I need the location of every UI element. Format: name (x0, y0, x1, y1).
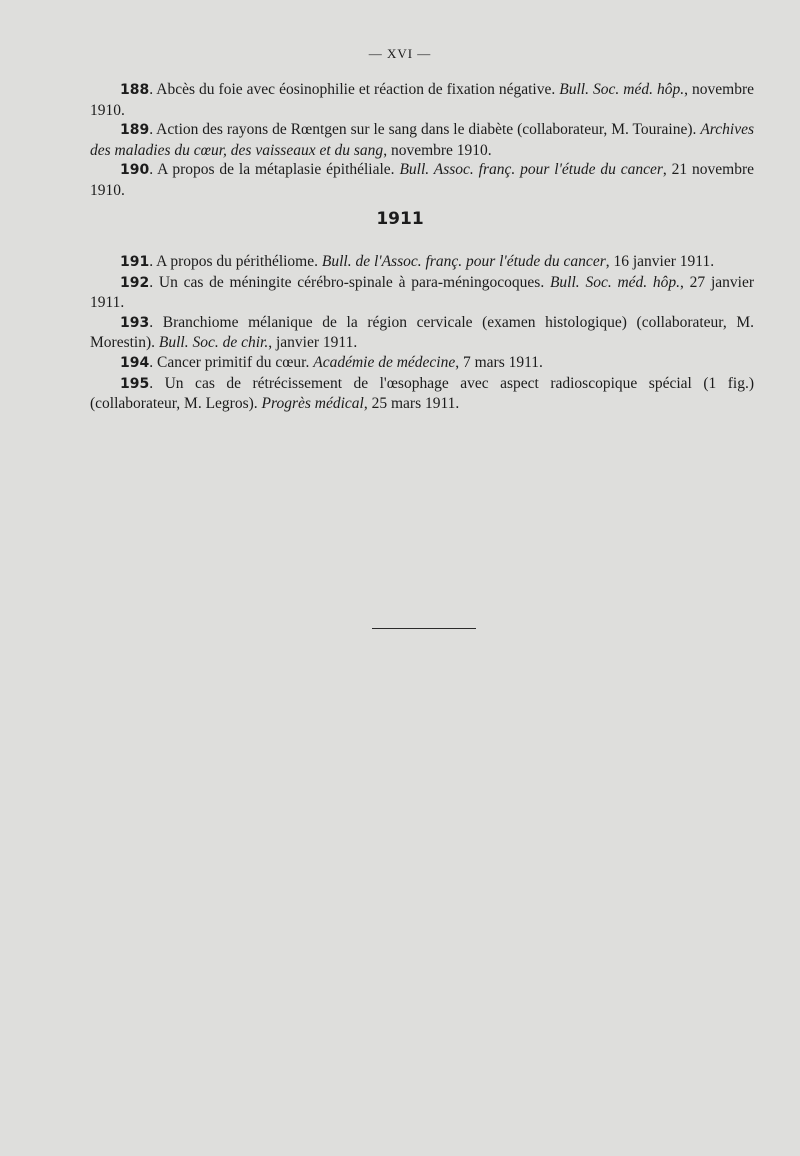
bibliography-entry (90, 160, 754, 200)
year-heading: 1911 (376, 209, 424, 229)
entry-source-title: Bull. Soc. méd. hôp. (549, 273, 681, 291)
entry-text: , 27 janvier 1911. (90, 273, 754, 312)
entry-text: , janvier 1911. (268, 334, 358, 352)
entry-text: Un cas de rétrécissement de l'œsophage avec aspect radioscopique spécial (1 fig.) (collaborateur, M. Legros). (90, 374, 754, 413)
entry-text: , 21 novembre 1910. (90, 161, 754, 199)
entry-text: Abcès du foie avec éosinophilie et réaction de fixation négative. (153, 81, 560, 98)
entry-number-period: . (149, 313, 154, 331)
bibliography-entry (90, 374, 754, 414)
entry-number: 191 (120, 254, 150, 270)
bibliography-entry (90, 273, 754, 313)
entry-number: 194 (120, 354, 150, 371)
entry-number: 189 (120, 122, 150, 139)
bibliography-list-1910 (90, 80, 754, 201)
entry-number: 195 (120, 375, 150, 392)
bibliography-entry (90, 313, 754, 353)
entry-source-title: Bull. de l'Assoc. franç. pour l'étude du cancer (321, 253, 606, 270)
end-rule-divider (372, 628, 476, 629)
entry-source-title: Bull. Soc. de chir. (158, 334, 269, 352)
page-number: — XVI — (368, 46, 432, 61)
entry-text: , novembre 1910. (90, 81, 754, 119)
entry-text: Action des rayons de Rœntgen sur le sang dans le diabète (collaborateur, M. Touraine). (153, 121, 701, 139)
entry-text: Cancer primitif du cœur. (153, 353, 314, 371)
entry-text: A propos de la métaplasie épithéliale. (153, 161, 400, 179)
entry-text: A propos du périthéliome. (153, 253, 322, 270)
entry-number-period: . (149, 253, 154, 270)
bibliography-entry (90, 353, 754, 374)
entry-source-title: Progrès médical (261, 395, 364, 413)
entry-number-period: . (149, 353, 154, 371)
entry-number-period: . (149, 81, 154, 98)
entry-source-title: Archives des maladies du cœur, des vaisseaux et du sang (90, 121, 754, 159)
entry-source-title: Académie de médecine (313, 353, 456, 371)
entry-text: , 25 mars 1911. (363, 395, 460, 413)
entry-text: Un cas de méningite cérébro-spinale à para-méningocoques. (153, 273, 550, 291)
entry-number: 192 (120, 274, 150, 291)
bibliography-entry (90, 80, 754, 120)
entry-number-period: . (149, 121, 154, 139)
entry-text: , 16 janvier 1911. (605, 253, 715, 270)
entry-text: , novembre 1910. (383, 141, 492, 159)
bibliography-entry (90, 252, 754, 273)
entry-number-period: . (149, 374, 154, 392)
entry-number: 190 (120, 162, 150, 179)
entry-number-period: . (149, 161, 154, 179)
entry-source-title: Bull. Assoc. franç. pour l'étude du cancer (399, 161, 663, 179)
entry-number: 188 (120, 82, 150, 98)
bibliography-list-1911 (90, 252, 754, 414)
bibliography-entry (90, 120, 754, 160)
entry-number-period: . (149, 273, 154, 291)
entry-number: 193 (120, 314, 150, 331)
entry-text: Branchiome mélanique de la région cervicale (examen histologique) (collaborateur, M. Morestin). (90, 313, 754, 352)
entry-source-title: Bull. Soc. méd. hôp. (559, 81, 685, 98)
entry-text: , 7 mars 1911. (455, 353, 543, 371)
